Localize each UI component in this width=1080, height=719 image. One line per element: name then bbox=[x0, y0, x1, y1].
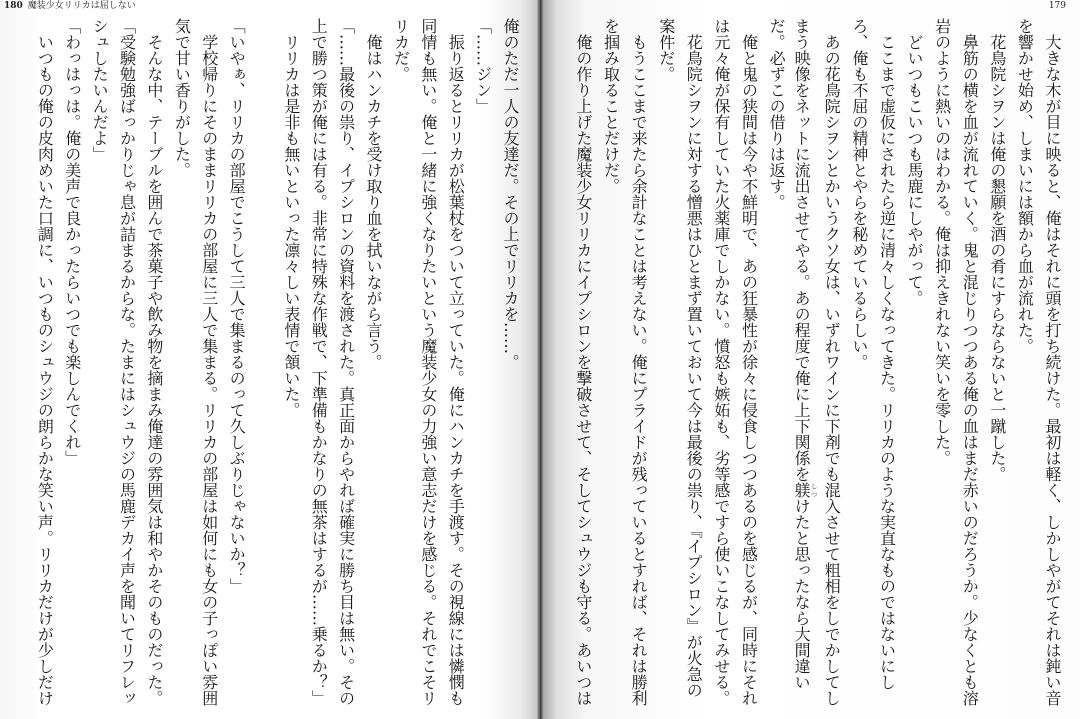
text-line: 俺の作り上げた魔装少女リリカにイプシロンを撃破させて、そしてシュウジも守る。あいつは bbox=[573, 34, 593, 706]
text-line: 俺と鬼の狭間は今や不鮮明で、あの狂暴性が徐々に侵食しつつあるのを感じるが、同時にそれ bbox=[739, 34, 759, 706]
right-page bbox=[543, 0, 1080, 719]
text-line: 「わっはっは。俺の美声で良かったらいつでも楽しんでくれ」 bbox=[62, 18, 82, 466]
text-line: そんな中、テーブルを囲んで茶菓子や飲み物を摘まみ俺達の雰囲気は和やかそのものだった。 bbox=[144, 34, 164, 706]
text-line: 「受験勉強ばっかりじゃ息が詰まるからな。たまにはシュウジの馬鹿デカイ声を聞いてリフレッ bbox=[117, 18, 137, 706]
text-line: 大きな木が目に映ると、俺はそれに頭を打ち続けた。最初は軽く、しかしやがてそれは鈍い音 bbox=[1043, 34, 1062, 706]
text-line: 「いやぁ、リリカの部屋でこうして三人で集まるのって久しぶりじゃないか？」 bbox=[227, 18, 247, 594]
blank-line bbox=[250, 18, 277, 714]
page-number: 180 bbox=[4, 1, 23, 11]
text-line: 花鳥院シヲンは俺の懇願を酒の肴にすらならないと一蹴した。 bbox=[987, 34, 1007, 482]
running-header bbox=[4, 1, 136, 12]
text-line: 案件だ。 bbox=[656, 18, 676, 82]
text-line: 上で勝つ策が俺には有る。非常に特殊な作戦で、下準備もかなりの無茶はするが……乗るか？」 bbox=[309, 18, 329, 706]
text-line: シュしたいんだよ」 bbox=[90, 18, 110, 162]
text-line: ここまで虚仮にされたら逆に清々しくなってきた。リリカのような実直なものではないにし bbox=[877, 34, 897, 690]
text-line: 俺のただ一人の友達だ。その上でリリカを……。 bbox=[501, 18, 520, 370]
text-line: だ。必ずこの借りは返す。 bbox=[767, 18, 787, 210]
text-line: は元々俺が保有していた火薬庫でしかない。憤怒も嫉妬も、劣等感ですら使いこなしてみせる。 bbox=[711, 18, 731, 706]
text-line: あの花鳥院シヲンとかいうクソ女は、いずれワインに下剤でも混入させて粗相をしでかしてし bbox=[822, 34, 842, 706]
text-line: 鼻筋の横を血が流れていく。鬼と混じりつつある俺の血はまだ赤いのだろうか。少なくとも溶 bbox=[960, 34, 980, 706]
text-line: 岩のように熱いのはわかる。俺は抑えきれない笑いを零した。 bbox=[932, 18, 952, 466]
text-line: を響かせ始め、しまいには額から血が流れた。 bbox=[1015, 18, 1035, 354]
ruby-base: 躾 bbox=[792, 482, 812, 498]
running-header bbox=[1049, 1, 1066, 12]
text-line: 学校帰りにそのままリリカの部屋に三人で集まる。リリカの部屋は如何にも女の子っぽい雰囲 bbox=[199, 34, 219, 706]
text-line: 振り返るとリリカが松葉杖をついて立っていた。俺にハンカチを手渡す。その視線には憐憫も bbox=[446, 34, 466, 706]
text-line bbox=[790, 18, 818, 714]
text-line: 気で甘い香りがした。 bbox=[172, 18, 192, 178]
text-line: 同情も無い。俺と一緒に強くなりたいという魔装少女の力強い意志だけを感じる。それでこそリ bbox=[418, 18, 438, 706]
text-line: を掴み取ることだけだ。 bbox=[601, 18, 621, 194]
text-block bbox=[569, 18, 1066, 714]
text-line: リリカは是非も無いといった凛々しい表情で頷いた。 bbox=[281, 34, 301, 418]
ruby-text: しつ bbox=[809, 482, 818, 498]
text-line: ろ、俺も不屈の精神とやらを秘めているらしい。 bbox=[849, 18, 869, 370]
text-block bbox=[31, 18, 524, 714]
text-line: いつもの俺の皮肉めいた口調に、いつものシュウジの朗らかな笑い声。リリカだけが少しだけ bbox=[35, 34, 55, 706]
text-line: もうここまで来たら余計なことは考えない。俺にプライドが残っているとすれば、それは勝利 bbox=[629, 34, 649, 706]
text-segment: けたと思ったなら大間違い bbox=[792, 498, 812, 690]
text-line: 花鳥院シヲンに対する憎悪はひとまず置いておいて今は最後の祟り、『イプシロン』が火急の bbox=[684, 34, 704, 698]
text-line: 俺はハンカチを受け取り血を拭いながら言う。 bbox=[364, 34, 384, 370]
text-line: 「……最後の祟り、イプシロンの資料を渡された。真正面からやれば確実に勝ち目は無い。その bbox=[336, 18, 356, 706]
text-segment: まう映像をネットに流出させてやる。あの程度で俺に上下関係を bbox=[792, 18, 812, 482]
page-number: 179 bbox=[1048, 1, 1066, 11]
text-line: リカだ。 bbox=[391, 18, 411, 82]
left-page bbox=[0, 0, 537, 719]
text-line: 「……ジン」 bbox=[473, 18, 493, 114]
ruby-annotation bbox=[792, 482, 818, 498]
book-title: 魔装少女リリカは屈しない bbox=[27, 1, 136, 11]
text-line: どいつもこいつも馬鹿にしやがって。 bbox=[905, 34, 925, 306]
